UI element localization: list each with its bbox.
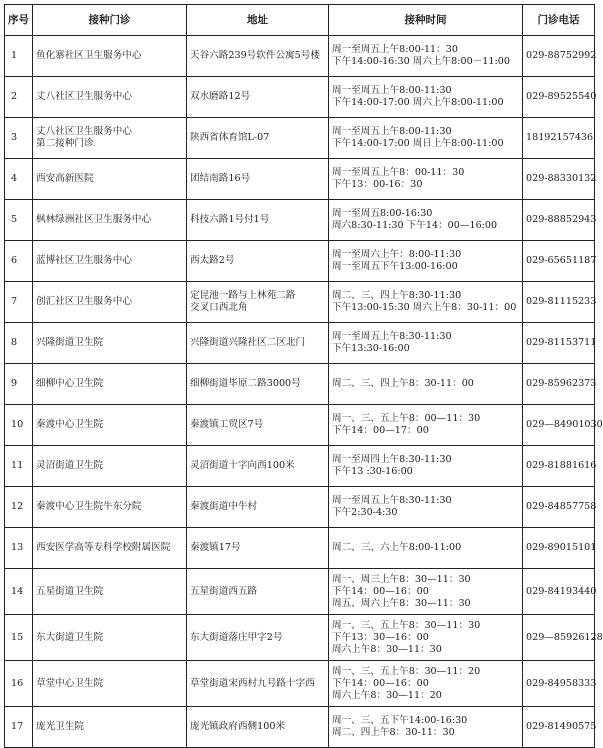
time-line: 周一至周五上午8:30-11:30 (332, 331, 452, 342)
clinic-line: 灵沼街道卫生院 (36, 460, 104, 471)
clinic-address (187, 569, 329, 615)
row-number: 3 (5, 118, 33, 159)
address-line: 交叉口西北角 (190, 302, 248, 313)
clinic-name (33, 77, 187, 118)
clinic-address (187, 159, 329, 200)
table-row (5, 615, 595, 661)
time-line: 周一、三、五上午8：30—11：20 (332, 665, 481, 677)
clinic-line: 细柳中心卫生院 (36, 378, 104, 389)
clinic-address (187, 446, 329, 487)
vaccination-time (329, 569, 523, 615)
time-line: 下午14:00-16:30 周六上午8:00－11:00 (332, 56, 510, 67)
address-line: 东大街道落庄甲字2号 (190, 631, 283, 643)
clinic-name (33, 528, 187, 569)
clinic-address (187, 707, 329, 748)
clinic-line: 丈八社区卫生服务中心 (36, 126, 132, 137)
row-number: 1 (5, 36, 33, 77)
time-line: 周二、四上午8：30-11：30 (332, 727, 455, 738)
clinic-address (187, 282, 329, 323)
time-line: 下午13 :30-16:00 (332, 466, 413, 477)
clinic-name (33, 405, 187, 446)
vaccination-time (329, 159, 523, 200)
clinic-name (33, 282, 187, 323)
clinic-line: 庞光卫生院 (36, 721, 84, 732)
time-line: 周二、三、四上午8:30-11:30 (332, 290, 462, 301)
vaccination-time (329, 118, 523, 159)
table-row (5, 446, 595, 487)
row-number: 6 (5, 241, 33, 282)
clinic-address (187, 36, 329, 77)
clinic-name (33, 446, 187, 487)
clinic-phone: 029-81115233 (523, 282, 595, 323)
time-line: 周一至周四上午8:30-11:30 (332, 454, 452, 465)
clinic-address (187, 200, 329, 241)
clinic-phone: 029-81153711 (523, 323, 595, 364)
clinic-line: 第二接种门诊 (36, 138, 94, 149)
time-line: 下午14：00—17：00 (332, 425, 429, 436)
table-row (5, 159, 595, 200)
clinic-line: 西安医学高等专科学校附属医院 (36, 542, 171, 553)
vaccination-time (329, 487, 523, 528)
row-number: 12 (5, 487, 33, 528)
time-line: 下午13:00-15:30 周六上午8：30-11：00 (332, 302, 517, 313)
vaccination-time (329, 323, 523, 364)
address-line: 细柳街道毕原二路3000号 (190, 378, 301, 389)
header-time: 接种时间 (329, 5, 523, 36)
clinic-phone: 029—84901030 (523, 405, 595, 446)
clinic-line: 蓝博社区卫生服务中心 (36, 255, 132, 266)
vaccination-time (329, 364, 523, 405)
clinic-name (33, 323, 187, 364)
header-phone: 门诊电话 (523, 5, 595, 36)
table-row (5, 77, 595, 118)
time-line: 下午13:30-16:00 (332, 343, 410, 354)
clinic-line: 丈八社区卫生服务中心 (36, 91, 132, 102)
time-line: 周一至周五上午8:00-11：30 (332, 44, 458, 55)
vaccination-time (329, 707, 523, 748)
clinic-address (187, 77, 329, 118)
time-line: 周一、三、五上午8：30—11：30 (332, 619, 481, 631)
clinic-phone: 029-85962373 (523, 364, 595, 405)
header-address: 地址 (187, 5, 329, 36)
time-line: 周一至周五8:00-16:30 (332, 208, 433, 219)
clinic-name (33, 615, 187, 661)
clinic-phone: 18192157436 (523, 118, 595, 159)
clinic-phone: 029-65651187 (523, 241, 595, 282)
table-row (5, 118, 595, 159)
address-line: 秦渡镇工贸区7号 (190, 419, 264, 430)
time-line: 周一、三、五下午14:00-16:30 (332, 715, 468, 726)
address-line: 庞光镇政府西侧100米 (190, 721, 286, 732)
time-line: 周一至周五上午8:30-11:30 (332, 495, 452, 506)
clinic-address (187, 487, 329, 528)
clinic-phone: 029-88852943 (523, 200, 595, 241)
address-line: 团结南路16号 (190, 173, 251, 184)
clinic-phone: 029-88330132 (523, 159, 595, 200)
row-number: 8 (5, 323, 33, 364)
clinic-name (33, 118, 187, 159)
vaccination-time (329, 36, 523, 77)
clinic-phone: 029-88752992 (523, 36, 595, 77)
row-number: 4 (5, 159, 33, 200)
clinic-name (33, 661, 187, 707)
vaccination-time (329, 200, 523, 241)
time-line: 周六8:30-11:30 下午14：00—16:00 (332, 220, 498, 231)
row-number: 15 (5, 615, 33, 661)
clinic-line: 西安高新医院 (36, 173, 94, 184)
clinic-name (33, 159, 187, 200)
clinic-line: 秦渡中心卫生院牛东分院 (36, 501, 142, 512)
table-row (5, 405, 595, 446)
row-number: 17 (5, 707, 33, 748)
clinic-phone: 029-89525540 (523, 77, 595, 118)
address-line: 西太路2号 (190, 255, 235, 266)
vaccination-time (329, 661, 523, 707)
time-line: 下午14：00—16：00 (332, 677, 429, 689)
table-row (5, 323, 595, 364)
clinic-address (187, 405, 329, 446)
time-line: 下午14：00—16：00 (332, 585, 429, 597)
table-row (5, 569, 595, 615)
time-line: 周五、周六上午8：30—11：30 (332, 597, 471, 609)
address-line: 草堂街道宋西村九号路十字西 (190, 677, 315, 689)
clinic-phone: 029-84193440 (523, 569, 595, 615)
table-row (5, 707, 595, 748)
clinic-name (33, 707, 187, 748)
clinic-name (33, 487, 187, 528)
time-line: 下午14:00-17:00 周六上午8:00-11:00 (332, 97, 504, 108)
clinic-address (187, 118, 329, 159)
time-line: 周二、三、四上午8：30-11：00 (332, 378, 474, 389)
clinic-line: 东大街道卫生院 (36, 631, 104, 643)
clinic-phone: 029-81881616 (523, 446, 595, 487)
time-line: 周六上午8：30—11：30 (332, 643, 442, 655)
row-number: 9 (5, 364, 33, 405)
address-line: 秦渡街道中牛村 (190, 501, 258, 512)
vaccination-time (329, 405, 523, 446)
clinic-line: 兴隆街道卫生院 (36, 337, 104, 348)
address-line: 陕西省体育馆L-07 (190, 132, 270, 143)
time-line: 周一至周五上午8:00-11:30 (332, 126, 452, 137)
time-line: 周一至周五上午8：00-11：30 (332, 167, 465, 178)
row-number: 16 (5, 661, 33, 707)
row-number: 13 (5, 528, 33, 569)
time-line: 周一、周三上午8：30—11：30 (332, 573, 471, 585)
address-line: 定昆池一路与上林苑二路 (190, 290, 296, 301)
address-line: 兴隆街道兴隆社区二区北门 (190, 337, 306, 348)
clinic-name (33, 569, 187, 615)
vaccination-time (329, 528, 523, 569)
vaccination-time (329, 615, 523, 661)
vaccination-time (329, 282, 523, 323)
clinic-name (33, 36, 187, 77)
time-line: 下午13：30—16：00 (332, 631, 429, 643)
clinic-phone: 029—85926128 (523, 615, 595, 661)
address-line: 双水磨路12号 (190, 91, 251, 102)
time-line: 周一至周五上午8:00-11:30 (332, 85, 452, 96)
clinic-phone: 029-84857758 (523, 487, 595, 528)
address-line: 科技六路1号付1号 (190, 214, 270, 225)
clinic-address (187, 241, 329, 282)
row-number: 2 (5, 77, 33, 118)
table-row (5, 200, 595, 241)
address-line: 五星街道西五路 (190, 585, 258, 597)
row-number: 14 (5, 569, 33, 615)
table-row (5, 282, 595, 323)
vaccination-clinic-table (4, 4, 603, 748)
clinic-line: 秦渡中心卫生院 (36, 419, 104, 430)
clinic-address (187, 528, 329, 569)
time-line: 下午14:00-17:00 周日上午8:00-11:00 (332, 138, 504, 149)
clinic-line: 创汇社区卫生服务中心 (36, 296, 132, 307)
vaccination-time (329, 77, 523, 118)
header-row (5, 5, 595, 36)
row-number: 10 (5, 405, 33, 446)
clinic-phone: 029-84958333 (523, 661, 595, 707)
clinic-phone: 029-81490575 (523, 707, 595, 748)
clinic-line: 枫林绿洲社区卫生服务中心 (36, 214, 152, 225)
time-line: 下午2:30-4:30 (332, 507, 398, 518)
table-row (5, 241, 595, 282)
clinic-address (187, 364, 329, 405)
address-line: 灵沼街道十字向西100米 (190, 460, 295, 471)
time-line: 周六上午8：30—11：20 (332, 689, 442, 701)
time-line: 周一至周五下午13:00-16:00 (332, 261, 458, 272)
address-line: 秦渡镇17号 (190, 542, 241, 553)
clinic-line: 五星街道卫生院 (36, 585, 104, 597)
row-number: 11 (5, 446, 33, 487)
row-number: 5 (5, 200, 33, 241)
time-line: 周一至周六上午：8:00-11:30 (332, 249, 462, 260)
row-number: 7 (5, 282, 33, 323)
clinic-name (33, 200, 187, 241)
table-row (5, 487, 595, 528)
vaccination-time (329, 241, 523, 282)
clinic-name (33, 364, 187, 405)
time-line: 周二、三、六上午8:00-11:00 (332, 542, 462, 553)
clinic-address (187, 615, 329, 661)
time-line: 下午13：00-16：30 (332, 179, 423, 190)
clinic-phone: 029-89015101 (523, 528, 595, 569)
table-row (5, 36, 595, 77)
table-row (5, 528, 595, 569)
clinic-address (187, 661, 329, 707)
clinic-address (187, 323, 329, 364)
header-clinic: 接种门诊 (33, 5, 187, 36)
address-line: 天谷六路239号软件公寓5号楼 (190, 50, 320, 61)
clinic-line: 鱼化寨社区卫生服务中心 (36, 50, 142, 61)
table-row (5, 661, 595, 707)
clinic-name (33, 241, 187, 282)
clinic-line: 草堂中心卫生院 (36, 677, 104, 689)
time-line: 周一、三、五上午8：00—11：30 (332, 413, 481, 424)
table-row (5, 364, 595, 405)
header-num: 序号 (5, 5, 33, 36)
vaccination-time (329, 446, 523, 487)
